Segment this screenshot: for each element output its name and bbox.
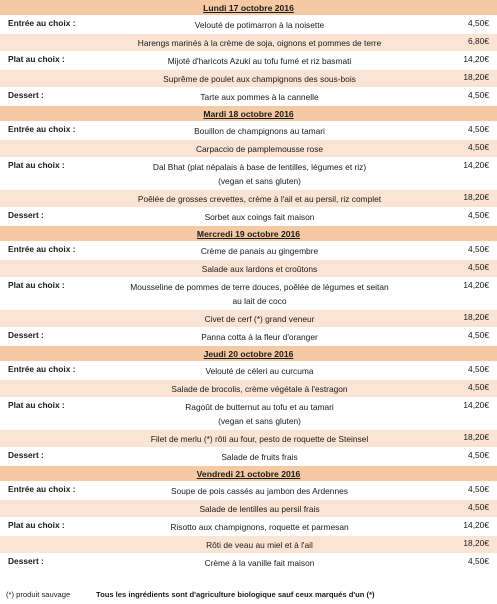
dish-description [92, 364, 427, 378]
menu-row [0, 242, 497, 260]
price: 18,20€ [463, 72, 489, 82]
price: 4,50€ [468, 262, 489, 272]
price: 4,50€ [468, 330, 489, 340]
price: 4,50€ [468, 210, 489, 220]
course-label: Entrée au choix : [8, 484, 76, 494]
course-label: Plat au choix : [8, 520, 65, 530]
dish-line: Tarte aux pommes à la cannelle [200, 92, 319, 102]
menu-row [0, 122, 497, 140]
price: 4,50€ [468, 244, 489, 254]
dish-line: Sorbet aux coings fait maison [204, 212, 315, 222]
dish-description [92, 54, 427, 68]
course-label: Entrée au choix : [8, 124, 76, 134]
dish-description [92, 502, 427, 516]
price: 14,20€ [463, 520, 489, 530]
day-header: Mercredi 19 octobre 2016 [0, 226, 497, 242]
price: 4,50€ [468, 124, 489, 134]
menu-row [0, 310, 497, 328]
price: 4,50€ [468, 142, 489, 152]
dish-description [92, 400, 427, 428]
dish-description [92, 192, 427, 206]
course-label: Dessert : [8, 556, 44, 566]
dish-description [92, 312, 427, 326]
dish-description [92, 244, 427, 258]
dish-line: (vegan et sans gluten) [218, 176, 301, 186]
course-label: Plat au choix : [8, 280, 65, 290]
menu-row [0, 158, 497, 190]
price: 4,50€ [468, 502, 489, 512]
course-label: Plat au choix : [8, 160, 65, 170]
menu-row [0, 88, 497, 106]
dish-line: Suprême de poulet aux champignons des sous-bois [163, 74, 356, 84]
dish-description [92, 382, 427, 396]
dish-line: Poêlée de grosses crevettes, crème à l'ail et au persil, riz complet [137, 194, 382, 204]
menu-row [0, 362, 497, 380]
course-label: Entrée au choix : [8, 364, 76, 374]
dish-line: Risotto aux champignons, roquette et parmesan [170, 522, 349, 532]
price: 4,50€ [468, 484, 489, 494]
menu-row [0, 260, 497, 278]
price: 4,50€ [468, 364, 489, 374]
menu-row [0, 500, 497, 518]
dish-description [92, 520, 427, 534]
course-label: Plat au choix : [8, 54, 65, 64]
menu-row [0, 448, 497, 466]
menu-row [0, 34, 497, 52]
dish-line: Salade de fruits frais [221, 452, 298, 462]
dish-line: Panna cotta à la fleur d'oranger [201, 332, 318, 342]
menu-row [0, 52, 497, 70]
price: 6,80€ [468, 36, 489, 46]
day-header: Lundi 17 octobre 2016 [0, 0, 497, 16]
dish-line: Dal Bhat (plat népalais à base de lentilles, légumes et riz) [152, 162, 367, 172]
dish-description [92, 280, 427, 308]
dish-description [92, 432, 427, 446]
dish-description [92, 90, 427, 104]
dish-description [92, 538, 427, 552]
dish-line: Mijoté d'haricots Azuki au tofu fumé et riz basmati [167, 56, 352, 66]
dish-line: Harengs marinés à la crème de soja, oignons et pommes de terre [137, 38, 382, 48]
dish-description [92, 72, 427, 86]
price: 18,20€ [463, 192, 489, 202]
menu-row [0, 518, 497, 536]
course-label: Entrée au choix : [8, 244, 76, 254]
dish-line: Rôti de veau au miel et à l'ail [206, 540, 313, 550]
course-label: Dessert : [8, 450, 44, 460]
course-label: Dessert : [8, 330, 44, 340]
menu-row [0, 208, 497, 226]
dish-description [92, 142, 427, 156]
price: 18,20€ [463, 538, 489, 548]
menu-row [0, 190, 497, 208]
menu-row [0, 430, 497, 448]
dish-line: Mousseline de pommes de terre douces, poêlée de légumes et seitan [130, 282, 389, 292]
price: 18,20€ [463, 432, 489, 442]
menu-row [0, 140, 497, 158]
price: 14,20€ [463, 54, 489, 64]
day-header: Jeudi 20 octobre 2016 [0, 346, 497, 362]
dish-description [92, 210, 427, 224]
menu-row [0, 328, 497, 346]
menu-row [0, 554, 497, 572]
dish-line: (vegan et sans gluten) [218, 416, 301, 426]
price: 4,50€ [468, 450, 489, 460]
dish-line: Salade de lentilles au persil frais [199, 504, 320, 514]
dish-line: Salade aux lardons et croûtons [201, 264, 318, 274]
dish-description [92, 36, 427, 50]
course-label: Dessert : [8, 90, 44, 100]
price: 4,50€ [468, 18, 489, 28]
dish-line: Civet de cerf (*) grand veneur [204, 314, 315, 324]
dish-line: Ragoût de butternut au tofu et au tamari [185, 402, 334, 412]
dish-line: au lait de coco [232, 296, 287, 306]
dish-line: Bouillon de champignons au tamari [194, 126, 325, 136]
course-label: Dessert : [8, 210, 44, 220]
dish-line: Carpaccio de pamplemousse rose [195, 144, 324, 154]
dish-line: Velouté de potimarron à la noisette [194, 20, 325, 30]
day-header: Mardi 18 octobre 2016 [0, 106, 497, 122]
day-header: Vendredi 21 octobre 2016 [0, 466, 497, 482]
footnote-wild: (*) produit sauvage [6, 590, 71, 599]
menu-row [0, 398, 497, 430]
dish-description [92, 484, 427, 498]
dish-line: Crème à la vanille fait maison [204, 558, 315, 568]
price: 18,20€ [463, 312, 489, 322]
dish-line: Salade de brocolis, crème végétale à l'estragon [171, 384, 348, 394]
menu-row [0, 16, 497, 34]
dish-description [92, 330, 427, 344]
price: 4,50€ [468, 556, 489, 566]
price: 14,20€ [463, 160, 489, 170]
dish-description [92, 262, 427, 276]
dish-description [92, 450, 427, 464]
price: 14,20€ [463, 280, 489, 290]
dish-description [92, 160, 427, 188]
menu-row [0, 70, 497, 88]
dish-description [92, 556, 427, 570]
price: 14,20€ [463, 400, 489, 410]
menu-row [0, 278, 497, 310]
price: 4,50€ [468, 90, 489, 100]
course-label: Plat au choix : [8, 400, 65, 410]
price: 4,50€ [468, 382, 489, 392]
dish-description [92, 124, 427, 138]
dish-description [92, 18, 427, 32]
dish-line: Velouté de céleri au curcuma [205, 366, 314, 376]
menu-row [0, 380, 497, 398]
dish-line: Soupe de pois cassés au jambon des Ardennes [171, 486, 348, 496]
dish-line: Crème de panais au gingembre [200, 246, 319, 256]
menu-row [0, 482, 497, 500]
course-label: Entrée au choix : [8, 18, 76, 28]
menu-row [0, 536, 497, 554]
footnote-organic: Tous les ingrédients sont d'agriculture biologique sauf ceux marqués d'un (*) [96, 590, 375, 599]
dish-line: Filet de merlu (*) rôti au four, pesto de roquette de Steinsel [150, 434, 369, 444]
